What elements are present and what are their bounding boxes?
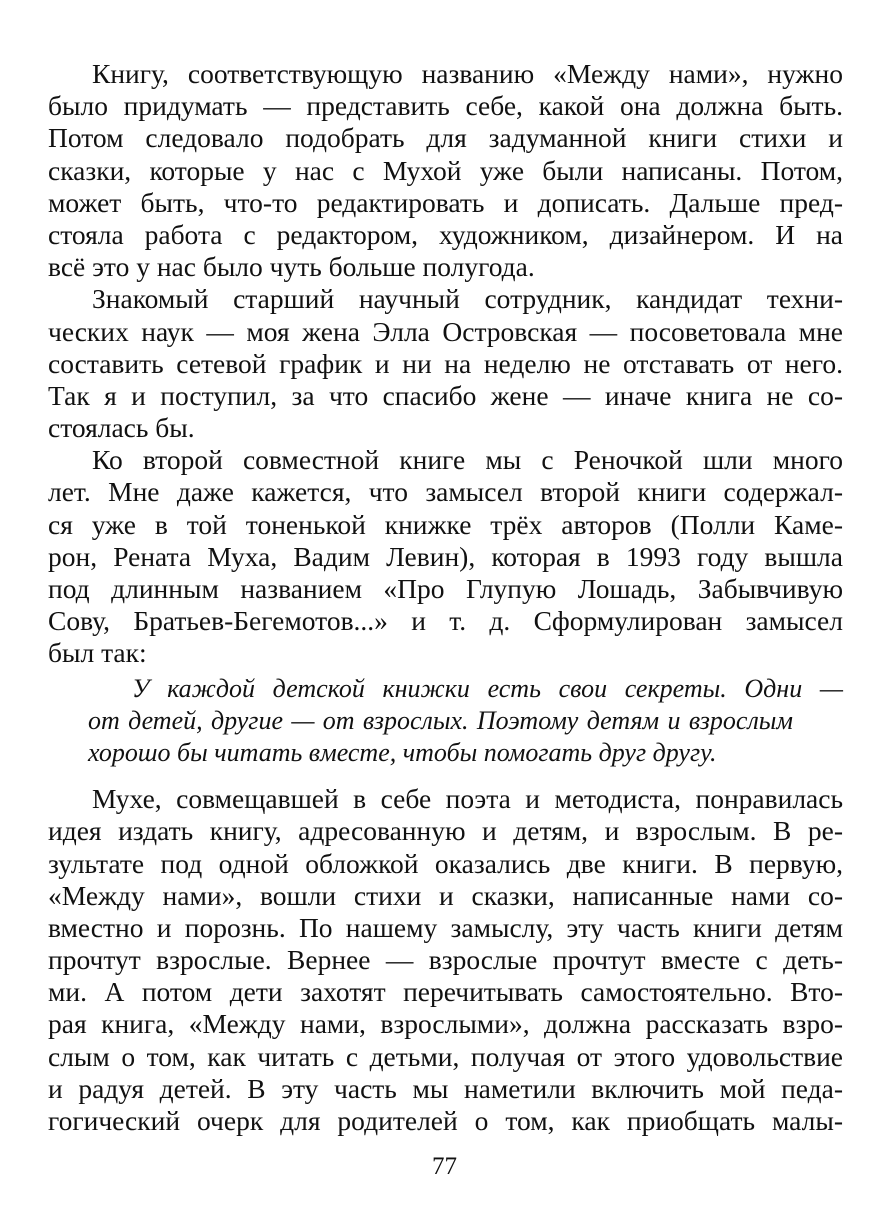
text-line: Потом следовало подобрать для задуманной книги стихи и: [48, 122, 843, 154]
text-line: ми. А потом дети захотят перечитывать самостоятельно. Вто-: [48, 976, 843, 1008]
quote-line: хорошо бы читать вместе, чтобы помогать друг другу.: [88, 737, 717, 767]
text-line: был так:: [48, 637, 147, 669]
text-line: Мухе, совмещавшей в себе поэта и методиста, понравилась: [92, 783, 843, 815]
text-line: прочтут взрослые. Вернее — взрослые прочтут вместе с деть-: [48, 944, 843, 976]
paragraph-4: [48, 783, 843, 1137]
text-line: лет. Мне даже кажется, что замысел второй книги содержал-: [48, 476, 843, 508]
text-line: может быть, что-то редактировать и дописать. Дальше пред-: [48, 186, 843, 218]
text-line: стояла работа с редактором, художником, дизайнером. И на: [48, 218, 843, 250]
text-line: всё это у нас было чуть больше полугода.: [48, 251, 535, 283]
page-number: 77: [432, 1153, 457, 1180]
text-line: под длинным названием «Про Глупую Лошадь, Забывчивую: [48, 573, 843, 604]
text-line: сказки, которые у нас с Мухой уже были написаны. Потом,: [48, 154, 843, 186]
quote-line: от детей, другие — от взрослых. Поэтому детям и взрослым: [88, 705, 793, 735]
epigraph-quote: [48, 673, 843, 770]
text-line: слым о том, как читать с детьми, получая от этого удовольствие: [48, 1040, 843, 1072]
text-line: Так я и поступил, за что спасибо жене — иначе книга не со-: [48, 379, 843, 411]
text-line: и радуя детей. В эту часть мы наметили включить мой педа-: [48, 1072, 843, 1104]
text-line: составить сетевой график и ни на неделю не отставать от него.: [48, 347, 843, 379]
paragraph-3: [48, 444, 843, 669]
text-line: было придумать — представить себе, какой она должна быть.: [48, 90, 843, 122]
text-line: Ко второй совместной книге мы с Реночкой шли много: [92, 444, 843, 476]
text-line: Сову, Братьев-Бегемотов...» и т. д. Сформулирован замысел: [48, 605, 843, 637]
text-line: «Между нами», вошли стихи и сказки, написанные нами со-: [48, 879, 843, 911]
text-line: рон, Рената Муха, Вадим Левин), которая в 1993 году вышла: [48, 540, 843, 572]
text-line: Знакомый старший научный сотрудник, кандидат техни-: [92, 283, 843, 315]
text-line: идея издать книгу, адресованную и детям, и взрослым. В ре-: [48, 815, 843, 847]
page-body: [48, 58, 843, 1137]
text-line: вместно и порознь. По нашему замыслу, эту часть книги детям: [48, 911, 843, 943]
text-line: ческих наук — моя жена Элла Островская — посоветовала мне: [48, 315, 843, 347]
text-line: рая книга, «Между нами, взрослыми», должна рассказать взро-: [48, 1008, 843, 1040]
text-line: зультате под одной обложкой оказались две книги. В первую,: [48, 847, 843, 879]
text-line: стоялась бы.: [48, 412, 195, 444]
paragraph-1: [48, 58, 843, 283]
text-line: Книгу, соответствующую названию «Между нами», нужно: [92, 58, 843, 89]
quote-line: У каждой детской книжки есть свои секреты. Одни —: [132, 673, 843, 703]
paragraph-2: [48, 283, 843, 444]
text-line: гогический очерк для родителей о том, как приобщать малы-: [48, 1105, 843, 1136]
text-line: ся уже в той тоненькой книжке трёх авторов (Полли Камe-: [48, 508, 843, 540]
